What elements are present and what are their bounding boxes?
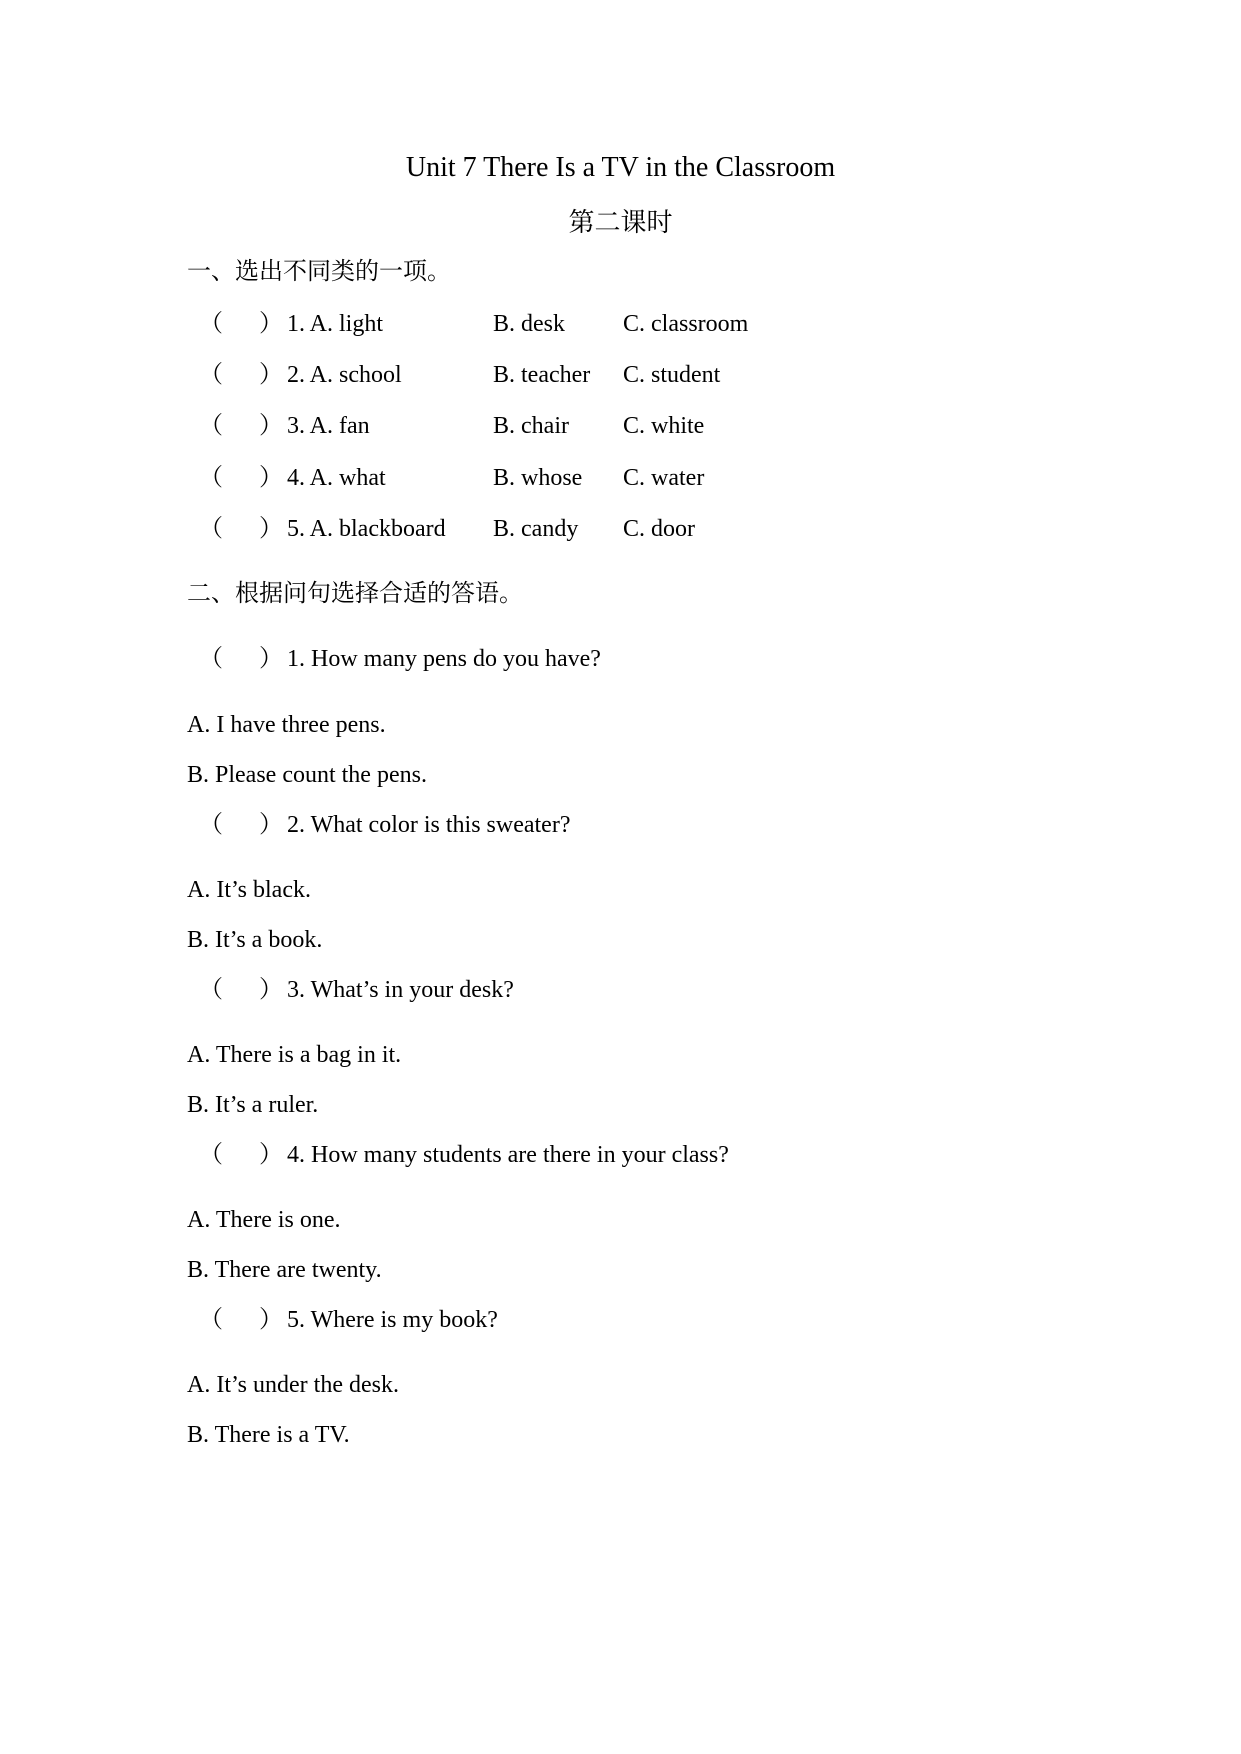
- question-text: 1. How many pens do you have?: [287, 646, 601, 672]
- option-c: C. water: [623, 465, 705, 491]
- answer-option-b: B. It’s a book.: [187, 927, 323, 953]
- option-b: B. teacher: [493, 362, 591, 388]
- option-c: C. classroom: [623, 311, 749, 337]
- question-text: 4. How many students are there in your class?: [287, 1142, 729, 1168]
- answer-option-a: A. There is one.: [187, 1207, 341, 1233]
- option-c: C. door: [623, 516, 695, 542]
- option-b: B. chair: [493, 413, 569, 439]
- page-title: Unit 7 There Is a TV in the Classroom: [405, 152, 836, 183]
- answer-option-b: B. There is a TV.: [187, 1422, 350, 1448]
- option-a: 5. A. blackboard: [287, 516, 446, 542]
- option-c: C. white: [623, 413, 705, 439]
- answer-option-a: A. I have three pens.: [187, 712, 386, 738]
- section2-heading: 二、根据问句选择合适的答语。: [187, 579, 523, 607]
- answer-option-b: B. There are twenty.: [187, 1257, 382, 1283]
- option-a: 4. A. what: [287, 465, 386, 491]
- answer-option-b: B. It’s a ruler.: [187, 1092, 319, 1118]
- option-b: B. whose: [493, 465, 583, 491]
- question-text: 2. What color is this sweater?: [287, 812, 571, 838]
- question-text: 5. Where is my book?: [287, 1307, 498, 1333]
- answer-option-a: A. There is a bag in it.: [187, 1042, 402, 1068]
- option-c: C. student: [623, 362, 721, 388]
- answer-option-a: A. It’s under the desk.: [187, 1372, 399, 1398]
- option-a: 3. A. fan: [287, 413, 370, 439]
- page-subtitle: 第二课时: [568, 208, 673, 238]
- option-a: 2. A. school: [287, 362, 402, 388]
- option-b: B. candy: [493, 516, 579, 542]
- answer-option-a: A. It’s black.: [187, 877, 311, 903]
- option-b: B. desk: [493, 311, 565, 337]
- question-text: 3. What’s in your desk?: [287, 977, 514, 1003]
- worksheet-page: Unit 7 There Is a TV in the Classroom 第二课时 一、选出不同类的一项。 （ ） 1. A. light B. desk C. classroom （ ） 2. A. school B. teacher C. student （ ） 3. A. fan B. chair C. white （ ） 4. A. what B. whose C. water （ ） 5. A. blackboard B. candy C. door 二、根据问句选择合适的答语。 （ ） 1. How many pens do you have? A. I have three pens. B. Please count the pens. （ ） 2. What color is this sweater? A. It’s black. B. It’s a book. （ ） 3. What’s in your desk? A. There is a bag in it. B. It’s a ruler. （ ） 4. How many students are there in your class? A. There is one. B. There are twenty. （ ） 5. Where is my book? A. It’s under the desk. B. There is a TV.: [0, 0, 1241, 1754]
- option-a: 1. A. light: [287, 311, 384, 337]
- answer-option-b: B. Please count the pens.: [187, 762, 427, 788]
- section1-heading: 一、选出不同类的一项。: [187, 257, 451, 285]
